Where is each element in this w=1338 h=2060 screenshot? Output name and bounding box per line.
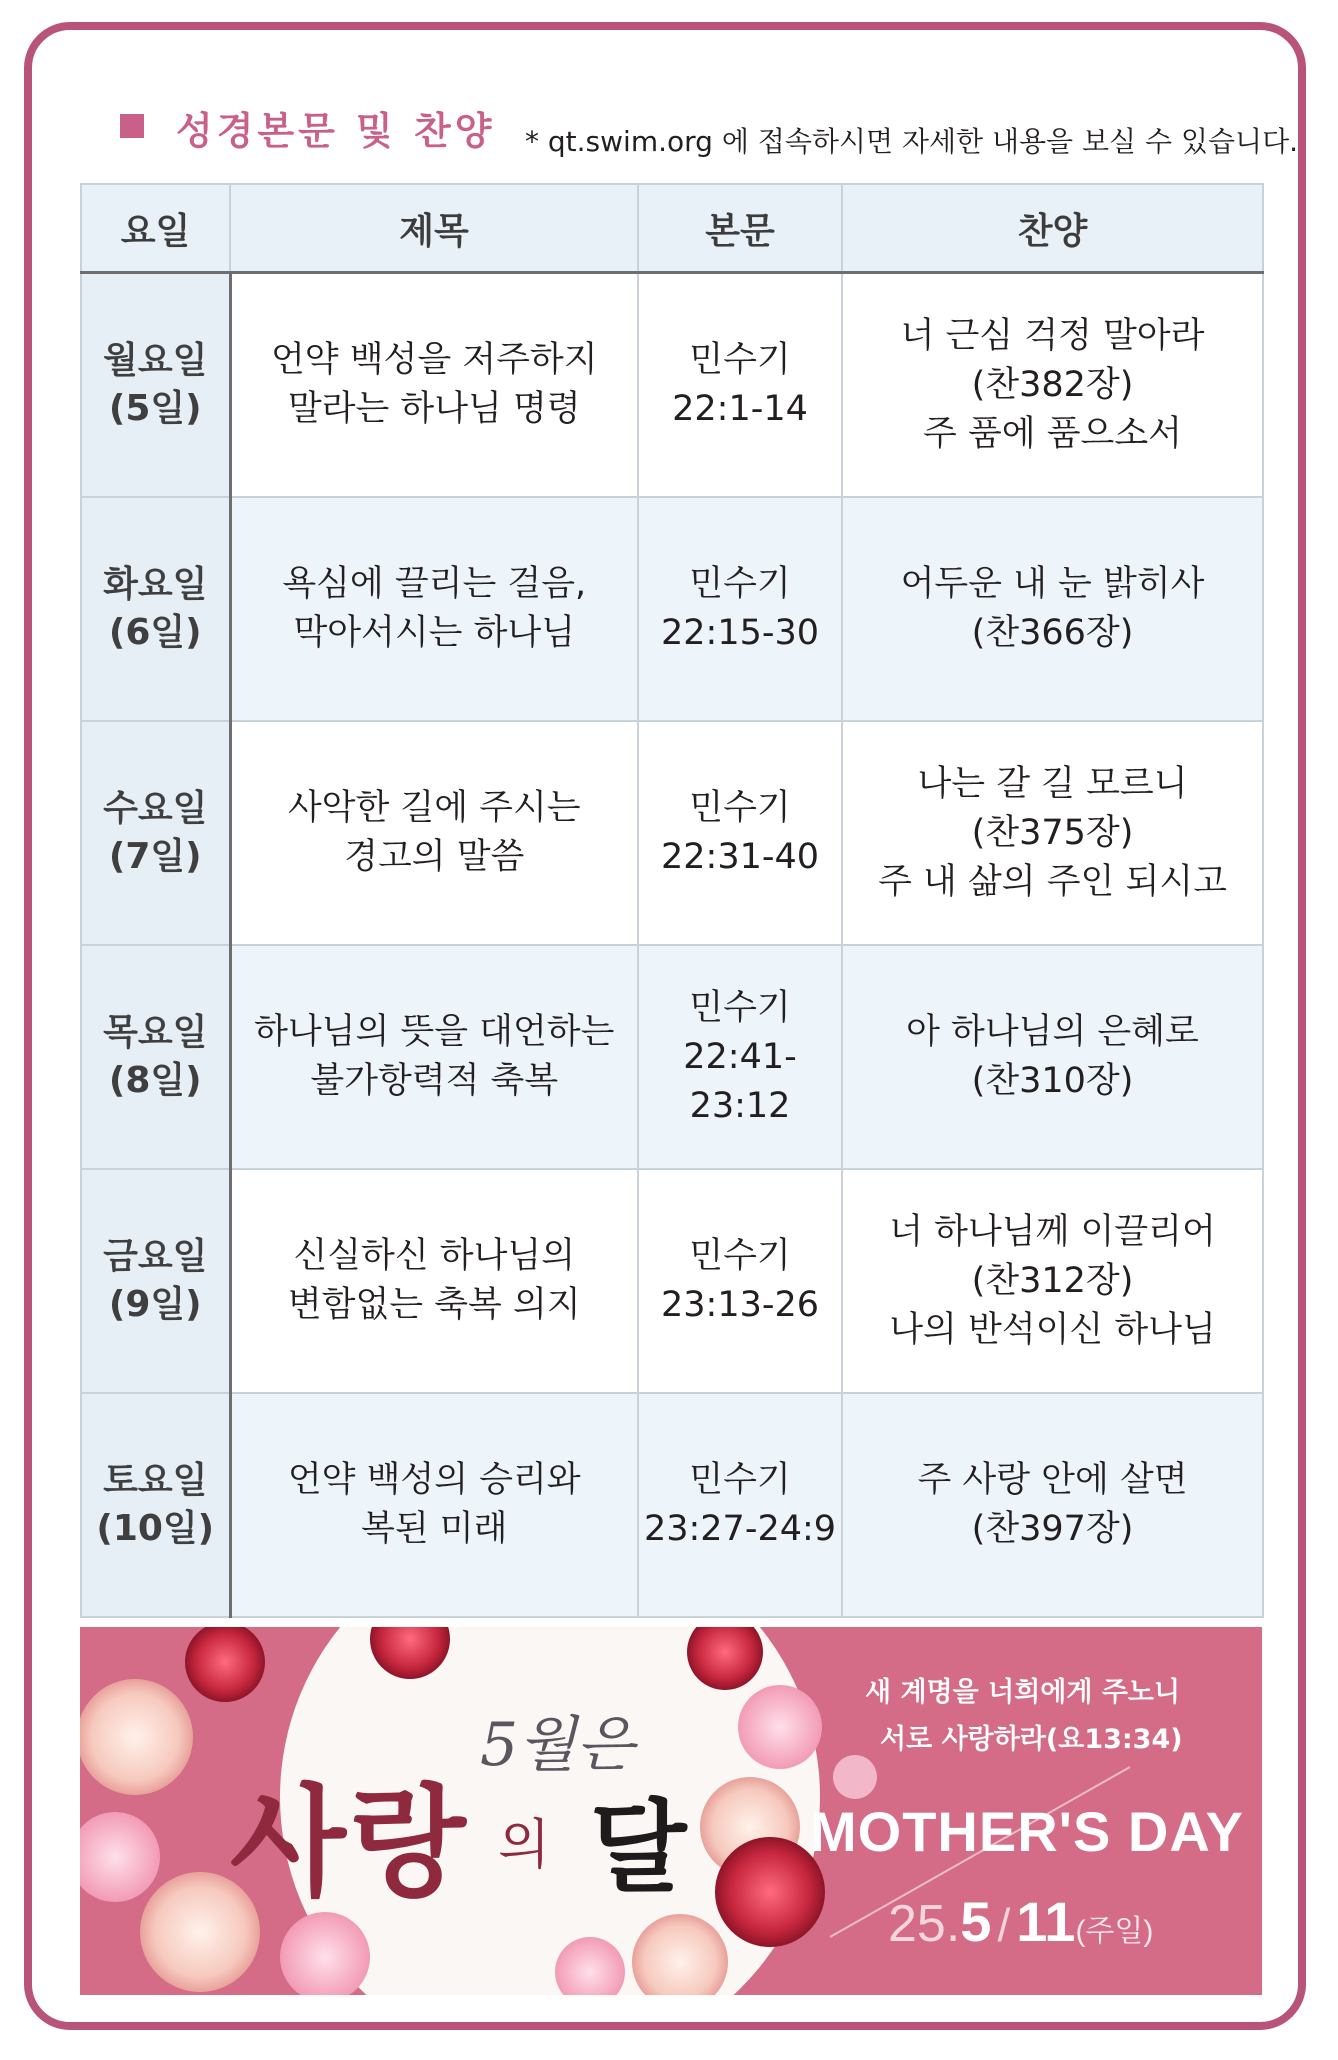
hymn-cell: [842, 273, 1263, 498]
title-cell-line: 막아서시는 하나님: [293, 613, 576, 653]
column-header-hymn: 찬양: [842, 184, 1263, 273]
day-cell-line: 금요일: [103, 1236, 208, 1277]
passage-cell: [638, 1393, 842, 1617]
table-row: [81, 945, 1263, 1169]
small-blossom-icon: [833, 1755, 877, 1799]
hymn-cell-line: 어두운 내 눈 밝히사: [900, 564, 1205, 604]
passage-cell-line: 민수기: [689, 1236, 791, 1276]
section-header: [120, 100, 1299, 160]
title-cell: [230, 497, 638, 721]
day-cell-line: 화요일: [103, 564, 208, 605]
day-cell-line: 수요일: [103, 788, 208, 829]
mothers-day-label: MOTHER'S DAY: [810, 1800, 1244, 1863]
title-cell-line: 경고의 말씀: [344, 837, 525, 877]
day-cell: [81, 945, 230, 1169]
passage-cell-line: 22:31-40: [660, 837, 820, 877]
passage-cell-line: 민수기: [689, 340, 791, 380]
day-cell: [81, 273, 230, 498]
table-row: [81, 721, 1263, 945]
date-day: 11: [1016, 1890, 1076, 1953]
date-separator: /: [997, 1899, 1011, 1951]
day-cell: [81, 721, 230, 945]
event-date: [888, 1889, 1153, 1954]
banner-title-small: 5월은: [480, 1710, 635, 1780]
hymn-cell-line: (찬382장): [971, 364, 1134, 405]
passage-cell-line: 23:27-24:9: [643, 1509, 837, 1549]
title-cell-line: 하나님의 뜻을 대언하는: [254, 1012, 615, 1052]
peach-rose-icon: [80, 1679, 193, 1795]
hymn-cell-line: 나는 갈 길 모르니: [917, 763, 1188, 804]
date-weekday: (주일): [1075, 1915, 1154, 1948]
verse-line-1: 새 계명을 너희에게 주노니: [865, 1677, 1181, 1708]
title-cell-line: 사악한 길에 주시는: [287, 788, 581, 828]
hymn-cell-line: 주 품에 품으소서: [923, 413, 1182, 454]
bullet-square-icon: [120, 114, 144, 138]
hymn-cell: [842, 1393, 1263, 1617]
section-title: 성경본문 및 찬양: [176, 109, 496, 153]
red-rose-icon: [715, 1837, 825, 1947]
hymn-cell-line: (찬312장): [971, 1260, 1134, 1301]
hymn-cell-line: 아 하나님의 은혜로: [906, 1012, 1199, 1052]
column-header-title: 제목: [230, 184, 638, 273]
day-cell-line: (5일): [108, 388, 202, 429]
title-cell-line: 언약 백성의 승리와: [287, 1460, 581, 1500]
title-cell-line: 변함없는 축복 의지: [287, 1285, 581, 1325]
passage-cell: [638, 273, 842, 498]
day-cell-line: (10일): [96, 1508, 215, 1549]
title-cell: [230, 1393, 638, 1617]
title-cell: [230, 1169, 638, 1393]
schedule-table: [80, 183, 1264, 1618]
title-cell-line: 언약 백성을 저주하지: [270, 340, 598, 380]
passage-cell: [638, 497, 842, 721]
day-cell-line: 월요일: [103, 340, 208, 381]
column-header-passage: 본문: [638, 184, 842, 273]
passage-cell-line: 22:15-30: [660, 613, 820, 653]
hymn-cell-line: 주 사랑 안에 살면: [917, 1460, 1188, 1500]
column-header-day: 요일: [81, 184, 230, 273]
table-header-row: [81, 184, 1263, 273]
hymn-cell-line: (찬397장): [971, 1509, 1134, 1549]
passage-cell-line: 민수기: [689, 1460, 791, 1500]
day-cell: [81, 1393, 230, 1617]
title-cell-line: 불가항력적 축복: [310, 1061, 559, 1101]
passage-cell-line: 민수기: [689, 987, 791, 1028]
hymn-cell-line: 나의 반석이신 하나님: [889, 1309, 1216, 1350]
day-cell: [81, 1169, 230, 1393]
hymn-cell: [842, 1169, 1263, 1393]
day-cell-line: (8일): [108, 1060, 202, 1101]
hymn-cell: [842, 945, 1263, 1169]
table-row: [81, 497, 1263, 721]
title-cell: [230, 945, 638, 1169]
title-cell-line: 말라는 하나님 명령: [287, 389, 581, 429]
day-cell-line: (6일): [108, 612, 202, 653]
hymn-cell: [842, 721, 1263, 945]
banner-title-end: 달: [590, 1788, 687, 1906]
table-row: [81, 273, 1263, 498]
pink-flower-icon: [80, 1812, 160, 1902]
mothers-day-banner: [80, 1627, 1262, 1995]
day-cell: [81, 497, 230, 721]
hymn-cell-line: (찬375장): [971, 812, 1134, 853]
day-cell-line: 목요일: [103, 1012, 208, 1053]
verse-line-2: 서로 사랑하라(요13:34): [880, 1724, 1183, 1755]
table-row: [81, 1169, 1263, 1393]
day-cell-line: (7일): [108, 836, 202, 877]
banner-title-particle: 의: [498, 1813, 551, 1876]
table-row: [81, 1393, 1263, 1617]
title-cell-line: 신실하신 하나님의: [293, 1236, 576, 1276]
title-cell-line: 욕심에 끌리는 걸음,: [282, 564, 587, 604]
passage-cell-line: 민수기: [689, 564, 791, 604]
passage-cell-line: 22:1-14: [672, 389, 808, 429]
day-cell-line: 토요일: [103, 1460, 208, 1501]
passage-cell-line: 22:41-23:12: [683, 1036, 797, 1126]
title-cell: [230, 721, 638, 945]
hymn-cell-line: 너 근심 걱정 말아라: [900, 315, 1205, 356]
hymn-cell-line: 주 내 삶의 주인 되시고: [878, 861, 1227, 902]
passage-cell: [638, 1169, 842, 1393]
passage-cell-line: 23:13-26: [660, 1285, 820, 1325]
hymn-cell-line: (찬366장): [971, 613, 1134, 653]
hymn-cell-line: 너 하나님께 이끌리어: [889, 1211, 1216, 1252]
passage-cell: [638, 721, 842, 945]
title-cell-line: 복된 미래: [361, 1509, 508, 1549]
title-cell: [230, 273, 638, 498]
passage-cell-line: 민수기: [689, 788, 791, 828]
banner-title-big: 사랑: [230, 1772, 470, 1913]
hymn-cell-line: (찬310장): [971, 1061, 1134, 1101]
red-rose-icon: [185, 1627, 265, 1702]
pink-flower-icon: [738, 1685, 822, 1769]
hymn-cell: [842, 497, 1263, 721]
date-year: 25.: [888, 1895, 961, 1953]
date-month: 5: [960, 1890, 992, 1953]
website-note: * qt.swim.org 에 접속하시면 자세한 내용을 보실 수 있습니다.: [525, 125, 1299, 158]
day-cell-line: (9일): [108, 1284, 202, 1325]
passage-cell: [638, 945, 842, 1169]
